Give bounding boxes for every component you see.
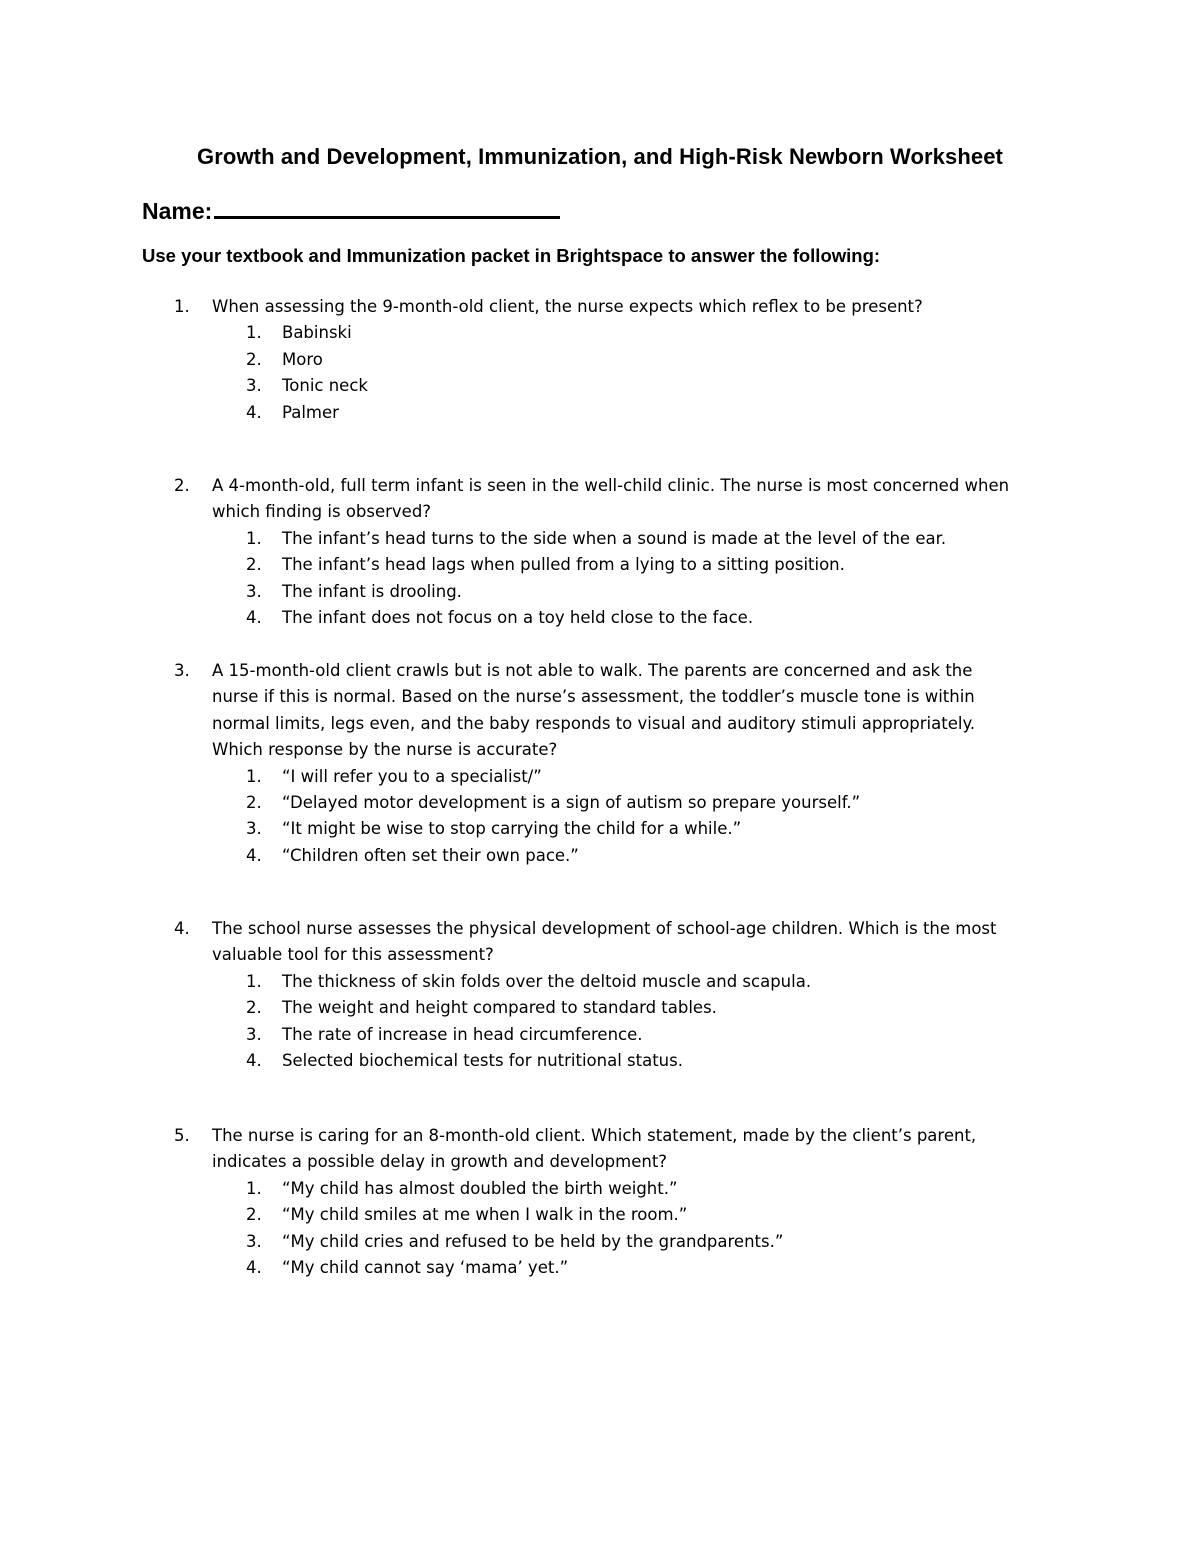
- question-number: 3.: [174, 661, 190, 680]
- option-text: “Delayed motor development is a sign of autism so prepare yourself.”: [282, 792, 861, 812]
- answer-option[interactable]: [0, 764, 1200, 790]
- option-text: The weight and height compared to standard tables.: [282, 998, 717, 1018]
- answer-option[interactable]: [0, 790, 1200, 816]
- question-number: 2.: [174, 476, 190, 495]
- option-number: 4.: [246, 1257, 262, 1277]
- option-number: 1.: [246, 1178, 262, 1198]
- option-text: “It might be wise to stop carrying the child for a while.”: [282, 819, 742, 839]
- option-text: Moro: [282, 349, 323, 369]
- option-number: 2.: [246, 998, 262, 1018]
- option-number: 2.: [246, 1205, 262, 1225]
- option-text: The rate of increase in head circumference.: [282, 1024, 643, 1044]
- question-text: When assessing the 9-month-old client, the nurse expects which reflex to be present?: [212, 297, 923, 316]
- name-label: Name:: [142, 198, 213, 224]
- answer-option[interactable]: [0, 400, 1200, 426]
- option-text: Palmer: [282, 402, 339, 422]
- option-number: 2.: [246, 349, 262, 369]
- option-number: 1.: [246, 766, 262, 786]
- question-text: The nurse is caring for an 8-month-old client. Which statement, made by the client’s parent, indicates a possible delay in growth and development?: [212, 1126, 977, 1172]
- option-text: Tonic neck: [282, 376, 368, 396]
- page-title: Growth and Development, Immunization, and High-Risk Newborn Worksheet: [197, 144, 1003, 169]
- option-text: “My child cannot say ‘mama’ yet.”: [282, 1257, 569, 1277]
- option-number: 1.: [246, 528, 262, 548]
- option-text: “I will refer you to a specialist/”: [282, 766, 542, 786]
- option-number: 4.: [246, 607, 262, 627]
- question-text: A 15-month-old client crawls but is not able to walk. The parents are concerned and ask the nurse if this is normal. Based on the nurse’s assessment, the toddler’s muscle tone is within normal limits, legs even, and the baby responds to visual and auditory stimuli appropriately. Which response by the nurse is accurate?: [212, 661, 976, 760]
- option-text: Selected biochemical tests for nutritional status.: [282, 1050, 683, 1070]
- option-text: “My child smiles at me when I walk in the room.”: [282, 1205, 688, 1225]
- question-text: The school nurse assesses the physical development of school-age children. Which is the most valuable tool for this assessment?: [212, 919, 997, 965]
- answer-option[interactable]: [0, 1176, 1200, 1202]
- answer-option[interactable]: [0, 995, 1200, 1021]
- answer-option[interactable]: [0, 526, 1200, 552]
- option-text: The infant is drooling.: [282, 581, 462, 601]
- instructions: Use your textbook and Immunization packet in Brightspace to answer the following:: [142, 245, 881, 266]
- answer-option[interactable]: [0, 843, 1200, 869]
- answer-option[interactable]: [0, 373, 1200, 399]
- question-text: A 4-month-old, full term infant is seen in the well-child clinic. The nurse is most concerned when which finding is observed?: [212, 476, 1010, 522]
- option-number: 3.: [246, 1024, 262, 1044]
- answer-option[interactable]: [0, 320, 1200, 346]
- answer-option[interactable]: [0, 1229, 1200, 1255]
- option-text: “Children often set their own pace.”: [282, 845, 579, 865]
- question-number: 1.: [174, 297, 190, 316]
- option-text: The thickness of skin folds over the deltoid muscle and scapula.: [282, 971, 812, 991]
- option-number: 1.: [246, 971, 262, 991]
- option-text: The infant’s head lags when pulled from a lying to a sitting position.: [282, 555, 845, 575]
- option-text: “My child cries and refused to be held by the grandparents.”: [282, 1231, 784, 1251]
- answer-option[interactable]: [0, 1255, 1200, 1281]
- answer-option[interactable]: [0, 347, 1200, 373]
- answer-option[interactable]: [0, 552, 1200, 578]
- option-number: 4.: [246, 402, 262, 422]
- option-number: 4.: [246, 845, 262, 865]
- option-number: 3.: [246, 376, 262, 396]
- answer-option[interactable]: [0, 579, 1200, 605]
- option-number: 3.: [246, 819, 262, 839]
- answer-option[interactable]: [0, 969, 1200, 995]
- question-number: 5.: [174, 1126, 190, 1145]
- answer-option[interactable]: [0, 1202, 1200, 1228]
- answer-option[interactable]: [0, 816, 1200, 842]
- option-number: 3.: [246, 581, 262, 601]
- answer-option[interactable]: [0, 1022, 1200, 1048]
- name-blank[interactable]: [214, 192, 560, 219]
- question-number: 4.: [174, 919, 190, 938]
- answer-option[interactable]: [0, 1048, 1200, 1074]
- option-text: “My child has almost doubled the birth weight.”: [282, 1178, 678, 1198]
- option-number: 3.: [246, 1231, 262, 1251]
- option-text: The infant does not focus on a toy held close to the face.: [282, 607, 754, 627]
- option-number: 4.: [246, 1050, 262, 1070]
- option-text: The infant’s head turns to the side when a sound is made at the level of the ear.: [282, 528, 947, 548]
- option-number: 2.: [246, 555, 262, 575]
- answer-option[interactable]: [0, 605, 1200, 631]
- name-field[interactable]: [142, 192, 560, 227]
- option-text: Babinski: [282, 323, 352, 343]
- option-number: 1.: [246, 323, 262, 343]
- option-number: 2.: [246, 792, 262, 812]
